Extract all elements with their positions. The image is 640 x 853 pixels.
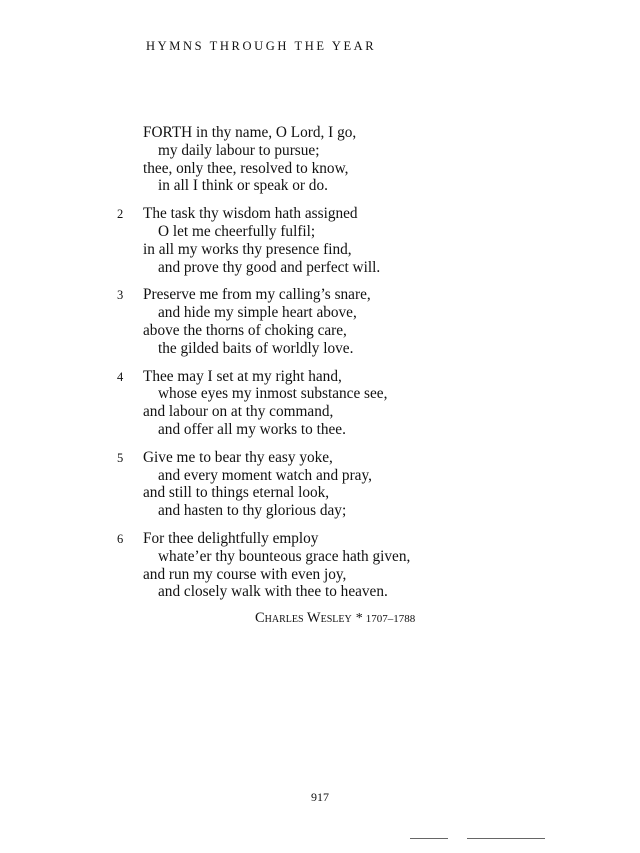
verse-line: and closely walk with thee to heaven. [158,583,388,601]
verse-line: the gilded baits of worldly love. [158,339,354,357]
verse-4 [0,368,640,439]
verse-line: whose eyes my inmost substance see, [158,385,388,403]
verse-line: and offer all my works to thee. [158,420,346,438]
verse-line: Thee may I set at my right hand, [143,367,342,385]
star-separator: * [355,611,363,626]
verse-1 [0,124,640,195]
author-dates: 1707–1788 [365,613,416,625]
verse-line: in all my works thy presence find, [143,240,352,258]
verse-line: thee, only thee, resolved to know, [143,159,349,177]
verse-3 [0,286,640,357]
verse-number: 3 [117,288,124,303]
verse-line: and hasten to thy glorious day; [158,502,347,520]
verse-line: and labour on at thy command, [143,403,334,421]
footer-rule [410,838,448,839]
verse-line: and run my course with even joy, [143,565,347,583]
verse-5 [0,449,640,520]
author-name: Charles Wesley [255,610,352,626]
verse-line: and hide my simple heart above, [158,304,357,322]
verse-6 [0,530,640,601]
verse-line: my daily labour to pursue; [158,141,320,159]
verse-number: 5 [117,450,124,465]
footer-rule [467,838,545,839]
verse-line: above the thorns of choking care, [143,321,347,339]
verse-line: Give me to bear thy easy yoke, [143,448,333,466]
running-head: HYMNS THROUGH THE YEAR [146,39,377,53]
verse-line: and every moment watch and pray, [158,466,372,484]
verse-number: 4 [117,369,124,384]
verse-line: and prove thy good and perfect will. [158,258,381,276]
verse-line: FORTH in thy name, O Lord, I go, [143,124,357,141]
verse-line: whate’er thy bounteous grace hath given, [158,547,411,565]
verse-line: The task thy wisdom hath assigned [143,205,358,223]
verse-line: For thee delightfully employ [143,529,319,547]
hymn-text [0,124,640,611]
verse-line: in all I think or speak or do. [158,177,328,195]
attribution [255,610,415,627]
verse-2 [0,205,640,276]
verse-number: 6 [117,531,124,546]
page-number: 917 [311,790,329,804]
verse-line: Preserve me from my calling’s snare, [143,286,371,304]
verse-line: and still to things eternal look, [143,484,330,502]
verse-number: 2 [117,207,124,222]
verse-line: O let me cheerfully fulfil; [158,222,316,240]
